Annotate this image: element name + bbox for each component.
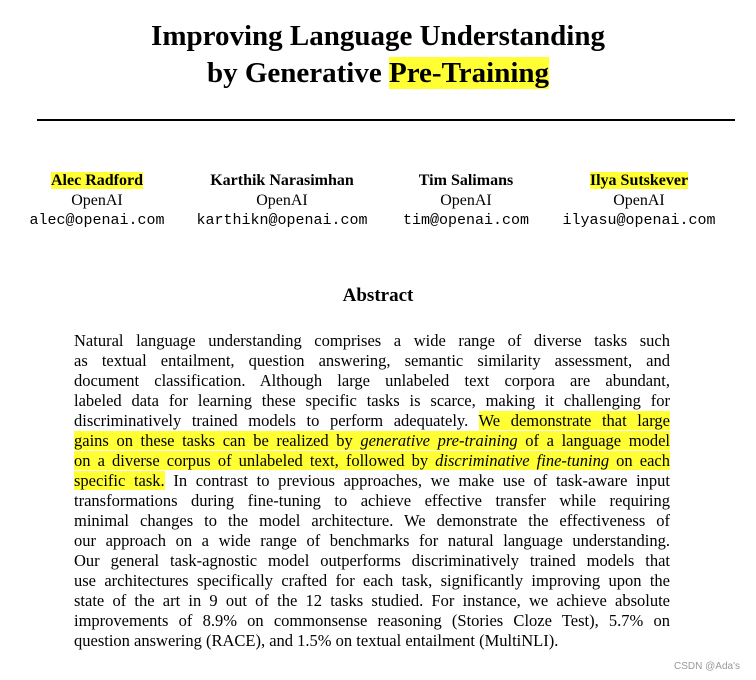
abstract-highlight: specific task. — [74, 471, 165, 490]
abstract-text: discriminatively trained models to perform adequately. — [74, 411, 479, 430]
abstract-line: use architectures specifically crafted for each task, significantly improving upon the — [74, 571, 670, 590]
author-name: Ilya Sutskever — [589, 172, 689, 189]
abstract-highlight-italic: discriminative fine-tuning — [435, 451, 610, 470]
abstract-line: minimal changes to the model architecture. We demonstrate the effectiveness of — [74, 511, 670, 530]
title-line-2 — [0, 55, 756, 92]
paper-title — [0, 18, 756, 92]
abstract-line: document classification. Although large unlabeled text corpora are abundant, — [74, 371, 670, 390]
abstract-line: our approach on a wide range of benchmarks for natural language understanding. — [74, 531, 670, 550]
author-name: Karthik Narasimhan — [210, 172, 354, 189]
abstract-heading: Abstract — [342, 285, 414, 306]
title-line-2-prefix: by Generative — [206, 57, 389, 89]
abstract-line: labeled data for learning these specific tasks is scarce, making it challenging for — [74, 391, 670, 410]
abstract-line: question answering (RACE), and 1.5% on textual entailment (MultiNLI). — [74, 631, 559, 650]
author-name: Alec Radford — [51, 172, 143, 189]
abstract-highlight: gains on these tasks can be realized by — [74, 431, 361, 450]
abstract-line — [74, 451, 670, 471]
abstract-line: as textual entailment, question answering, semantic similarity assessment, and — [74, 351, 670, 370]
abstract-highlight: on a diverse corpus of unlabeled text, followed by — [74, 451, 436, 470]
author-affiliation: OpenAI — [71, 192, 123, 209]
author-name: Tim Salimans — [418, 172, 514, 189]
abstract-line: improvements of 8.9% on commonsense reasoning (Stories Cloze Test), 5.7% on — [74, 611, 670, 630]
abstract-line: Natural language understanding comprises a wide range of diverse tasks such — [74, 331, 670, 350]
author-email: ilyasu@openai.com — [562, 212, 716, 229]
title-highlight: Pre-Training — [388, 57, 550, 89]
abstract-line — [74, 411, 670, 431]
author-email: karthikn@openai.com — [196, 212, 368, 229]
abstract-line: Our general task-agnostic model outperforms discriminatively trained models that — [74, 551, 670, 570]
watermark: CSDN @Ada's — [674, 661, 740, 672]
abstract-body — [74, 331, 670, 651]
author-email: alec@openai.com — [29, 212, 165, 229]
abstract-line: transformations during fine-tuning to achieve effective transfer while requiring — [74, 491, 670, 510]
abstract-line: state of the art in 9 out of the 12 tasks studied. For instance, we achieve absolute — [74, 591, 670, 610]
abstract-text: In contrast to previous approaches, we make use of task-aware input — [164, 471, 670, 490]
title-rule — [37, 119, 735, 121]
abstract-highlight: We demonstrate that large — [478, 411, 670, 430]
author-affiliation: OpenAI — [256, 192, 308, 209]
abstract-line — [74, 431, 670, 451]
author-affiliation: OpenAI — [440, 192, 492, 209]
title-line-1: Improving Language Understanding — [151, 20, 605, 52]
abstract-highlight: of a language model — [517, 431, 670, 450]
author-email: tim@openai.com — [402, 212, 530, 229]
author-affiliation: OpenAI — [613, 192, 665, 209]
author-block-4 — [529, 171, 749, 231]
abstract-line — [74, 471, 670, 491]
abstract-highlight-italic: generative pre-training — [360, 431, 518, 450]
abstract-highlight: on each — [609, 451, 670, 470]
